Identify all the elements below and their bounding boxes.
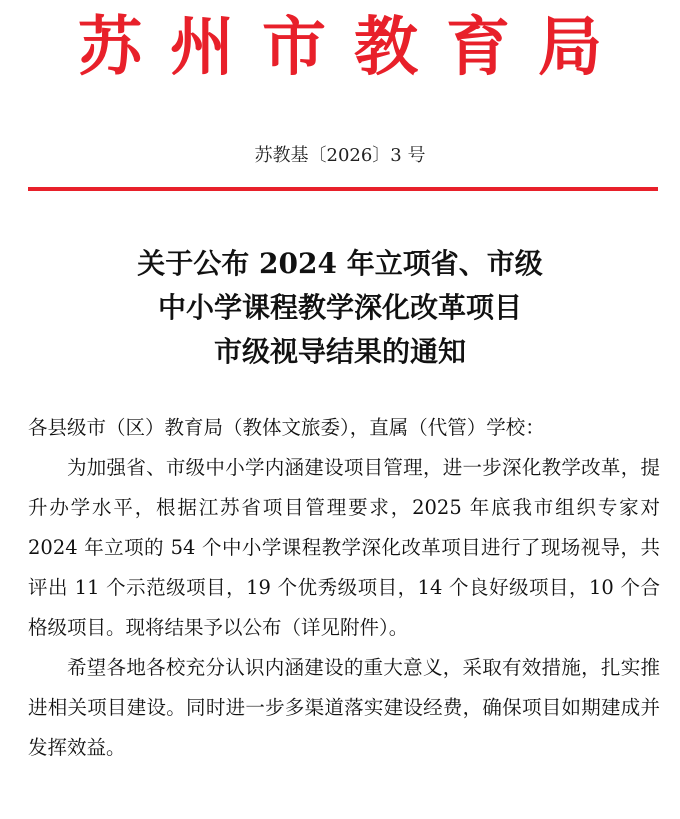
body-paragraph-2: 希望各地各校充分认识内涵建设的重大意义，采取有效措施，扎实推进相关项目建设。同时进一步多渠道落实建设经费，确保项目如期建成并发挥效益。 xyxy=(28,656,660,759)
issuer-header: 苏州市教育局 xyxy=(78,10,630,85)
red-divider-line xyxy=(28,187,658,191)
body-paragraph-1: 为加强省、市级中小学内涵建设项目管理，进一步深化教学改革，提升办学水平，根据江苏省项目管理要求，2025 年底我市组织专家对 2024 年立项的 54 个中小学课程教学深化改革项目进行了现场视导，共评出 11 个示范级项目，19 个优秀级项目，14 个良好级项目，10 个合格级项目。现将结果予以公布（详见附件）。 xyxy=(28,456,660,639)
document-body xyxy=(28,408,660,768)
document-number: 苏教基〔2026〕3 号 xyxy=(254,145,426,166)
title-line-1: 关于公布 2024 年立项省、市级 xyxy=(137,247,543,280)
title-line-3: 市级视导结果的通知 xyxy=(213,335,466,368)
salutation: 各县级市（区）教育局（教体文旅委），直属（代管）学校： xyxy=(28,416,545,439)
title-line-2: 中小学课程教学深化改革项目 xyxy=(157,291,522,324)
document-title xyxy=(0,242,680,374)
